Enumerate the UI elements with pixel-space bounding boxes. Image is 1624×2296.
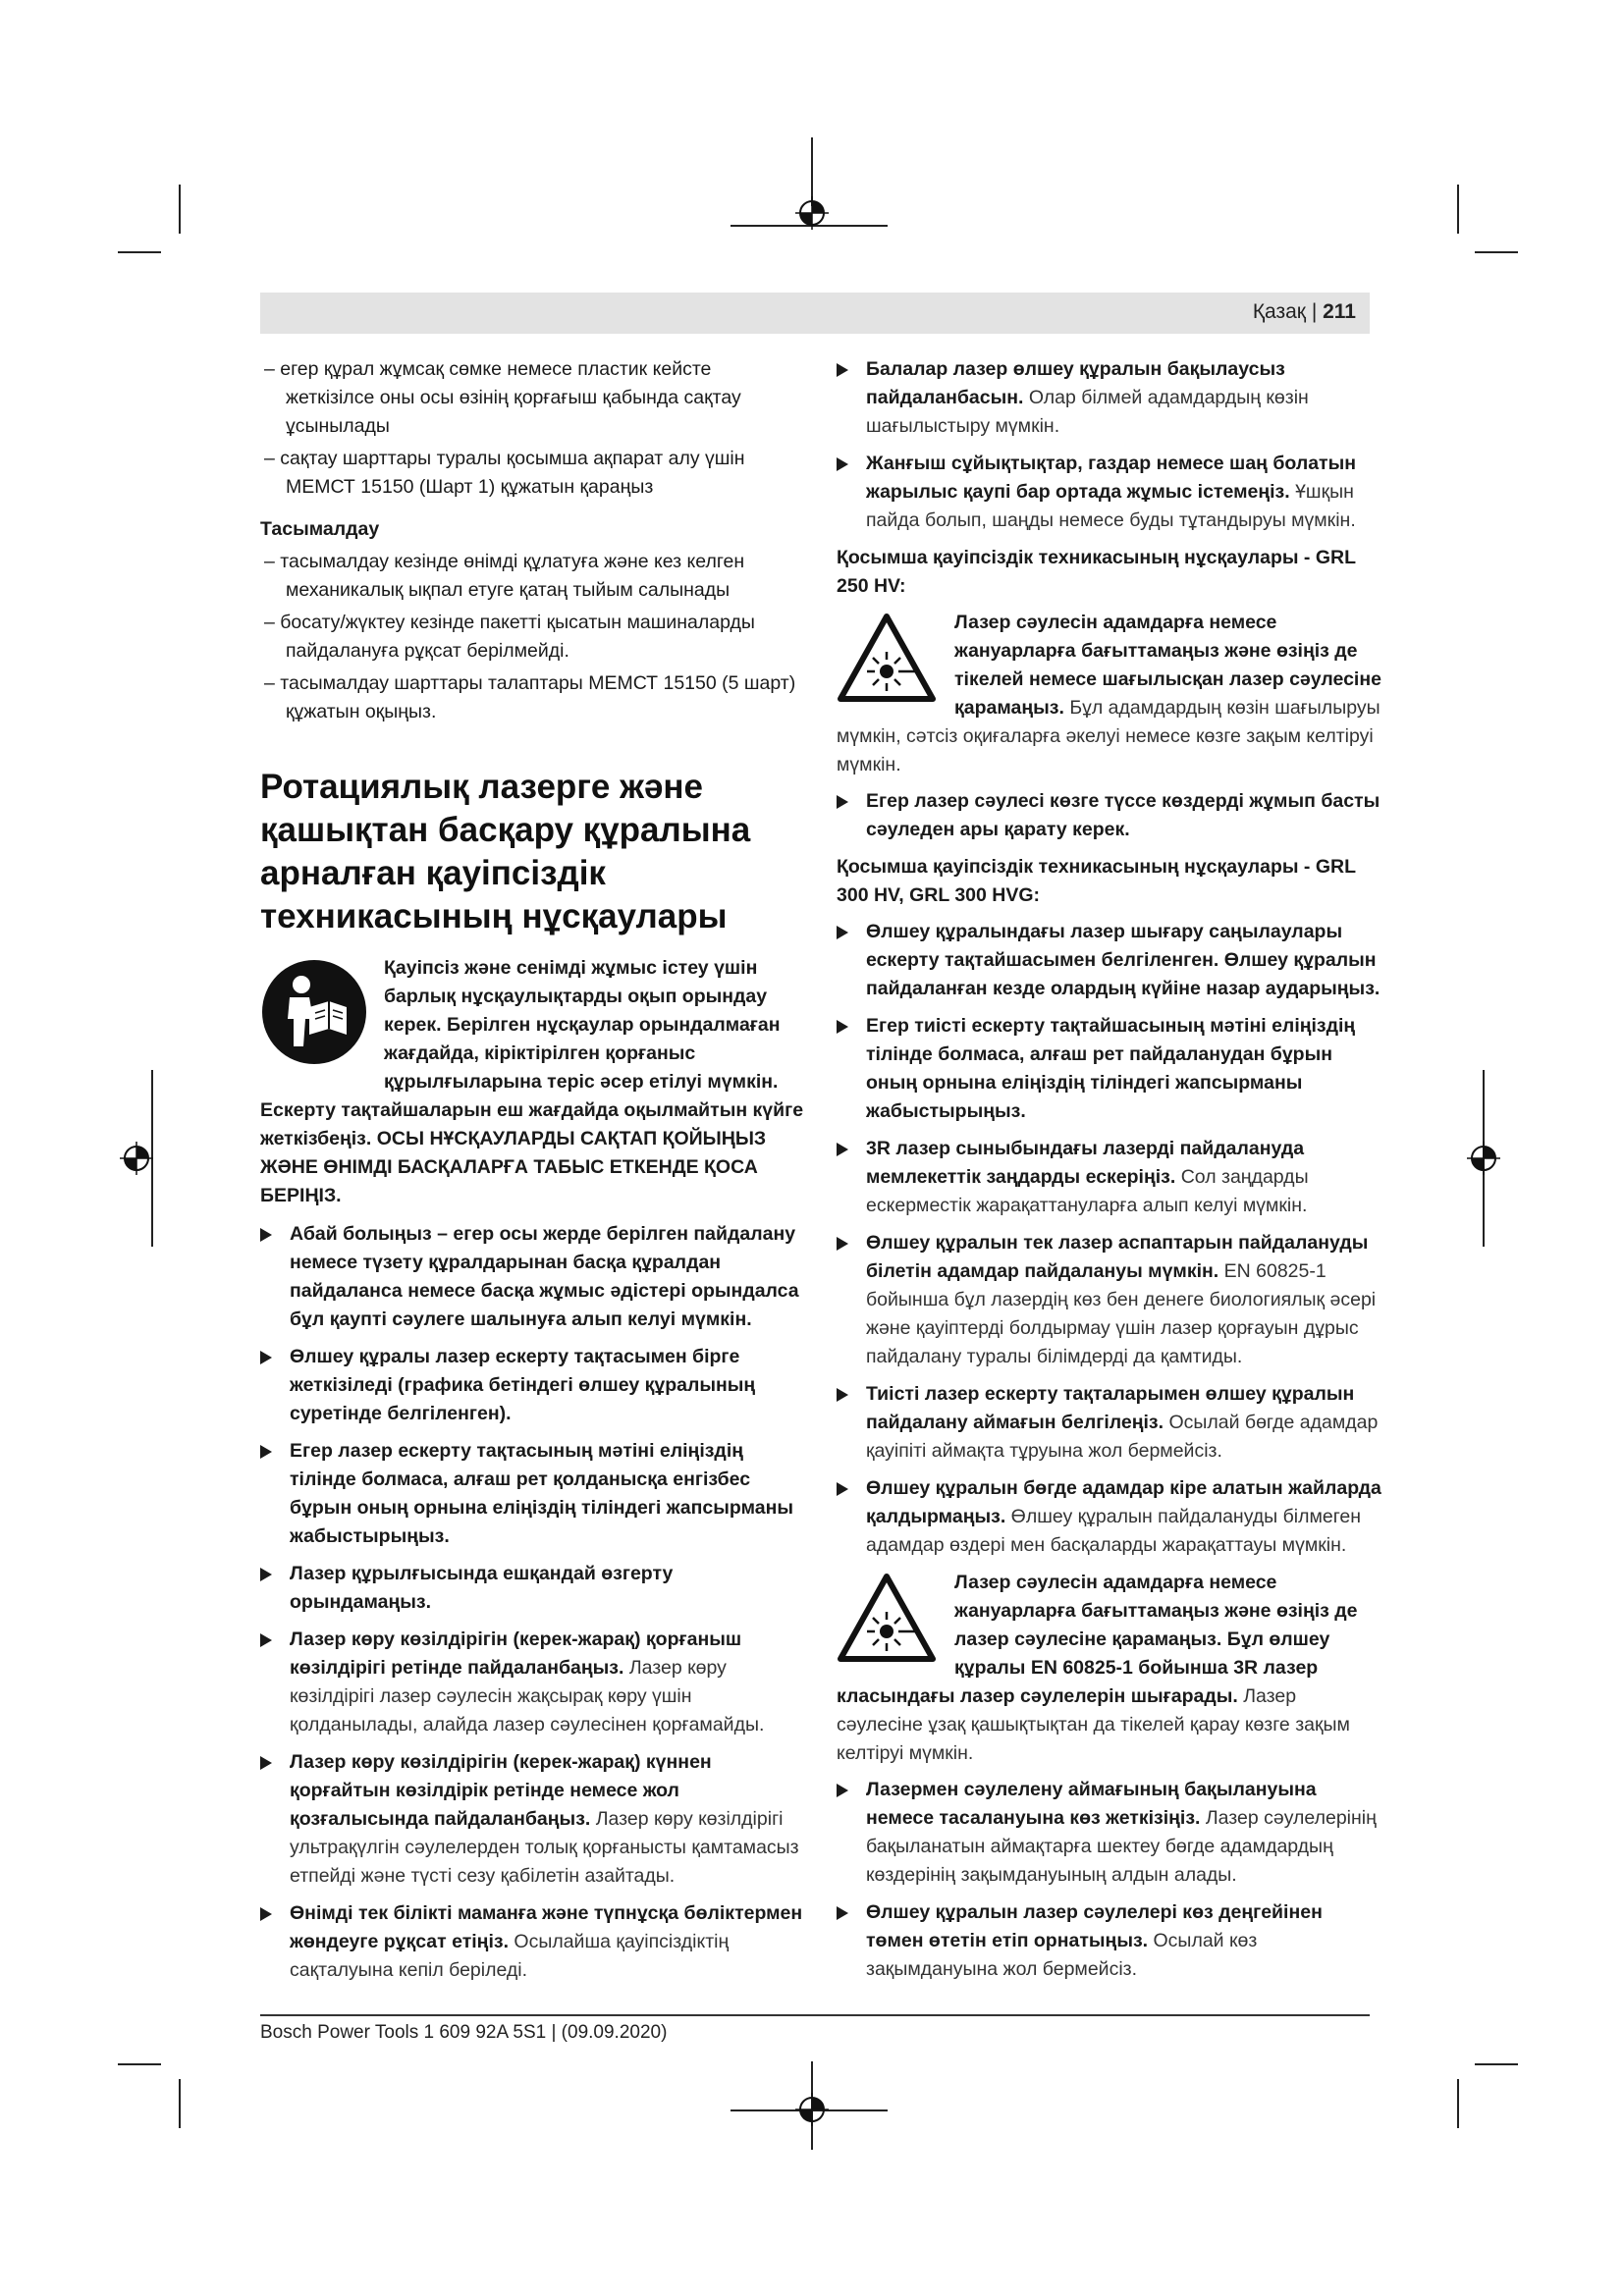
laser-warning-text: Лазер сәулесіне ұзақ қашықтықтан да тікелей қарау көзге зақым келтіруі мүмкін. [837, 1685, 1350, 1764]
laser-warning-block [837, 1569, 1381, 1768]
bullet-bold-text: Тиісті лазер ескерту тақталарымен өлшеу құралын пайдалану аймағын белгілеңіз. [866, 1383, 1355, 1433]
intro-block [260, 954, 805, 1210]
crop-mark [179, 185, 181, 234]
bullet-bold-text: Өлшеу құралындағы лазер шығару саңылаулары ескерту тақтайшасымен белгіленген. Өлшеу құралын пайдаланған кезде олардың күйіне назар аударыңыз. [866, 921, 1380, 999]
bullet-bold-text: Өлшеу құралын бөгде адамдар кіре алатын жайларда қалдырмаңыз. [866, 1477, 1381, 1527]
bullet-arrow-icon [837, 926, 848, 939]
safety-bullet [837, 918, 1381, 1003]
safety-bullet [837, 1776, 1381, 1890]
subheading-grl250: Қосымша қауіпсіздік техникасының нұсқаулары - GRL 250 HV: [837, 547, 1356, 597]
safety-bullet [837, 787, 1381, 844]
bullet-arrow-icon [260, 1228, 272, 1242]
bullet-text: Олар білмей адамдардың көзін шағылыстыру мүмкін. [866, 387, 1309, 437]
header-section: Қазақ [1252, 300, 1306, 323]
bullet-arrow-icon [837, 1237, 848, 1251]
bullet-bold-text: Өнімді тек білікті маманға және түпнұсқа бөліктермен жөндеуге рұқсат етіңіз. [290, 1902, 803, 1952]
bullet-text: EN 60825-1 бойынша бұл лазердің көз бен денеге биологиялық әсері және қауіптерді болдырмау үшін лазер қорғауын дұрыс пайдалану туралы білімдерді да қамтиды. [866, 1260, 1377, 1367]
crop-mark [1475, 251, 1518, 253]
crop-mark [118, 251, 161, 253]
registration-mark-icon [1467, 1142, 1500, 1175]
bullet-bold-text: Өлшеу құралын лазер сәулелері көз деңгейінен төмен өтетін етіп орнатыңыз. [866, 1901, 1323, 1951]
laser-warning-icon [837, 613, 937, 703]
safety-bullet [260, 1220, 805, 1334]
bullet-text: Ұшқын пайда болып, шаңды немесе буды тұтандыруы мүмкін. [866, 481, 1356, 531]
bullet-bold-text: Лазермен сәулелену аймағының бақылануына немесе тасалануына көз жеткізіңіз. [866, 1779, 1317, 1829]
safety-bullet [837, 1474, 1381, 1560]
bullet-bold-text: Егер лазер сәулесі көзге түссе көздерді жұмып басты сәуледен ары қарату керек. [866, 790, 1380, 840]
bullet-arrow-icon [837, 1906, 848, 1920]
safety-bullet [837, 1012, 1381, 1126]
header-label: Қазақ | 211 [1252, 300, 1356, 323]
safety-bullet [260, 1560, 805, 1617]
safety-bullet [260, 1626, 805, 1739]
bullet-arrow-icon [837, 795, 848, 809]
bullet-arrow-icon [260, 1633, 272, 1647]
bullet-arrow-icon [837, 1020, 848, 1034]
bullet-bold-text: Егер лазер ескерту тақтасының мәтіні еліңіздің тілінде болмаса, алғаш рет қолданысқа енгізбес бұрын оның орнына еліңіздің тіліндегі жапсырманы жабыстырыңыз. [290, 1440, 794, 1547]
bullet-text: Лазер көру көзілдірігі ультрақүлгін сәулелерден толық қорғанысты қамтамасыз етпейді және түсті сезу қабілетін азайтады. [290, 1808, 799, 1887]
storage-item: – егер құрал жұмсақ сөмке немесе пластик кейсте жеткізілсе оны осы өзінің қорғағыш қабында сақтау ұсынылады [264, 358, 741, 437]
crop-mark [1457, 185, 1459, 234]
bullet-bold-text: 3R лазер сыныбындағы лазерді пайдалануда мемлекеттік заңдарды ескеріңіз. [866, 1138, 1305, 1188]
bullet-arrow-icon [837, 457, 848, 471]
read-manual-icon [260, 958, 368, 1066]
safety-bullet [260, 1748, 805, 1891]
registration-mark-icon [795, 2093, 829, 2126]
bullet-arrow-icon [837, 363, 848, 377]
bullet-arrow-icon [837, 1482, 848, 1496]
crop-mark [118, 2063, 161, 2065]
safety-bullet [837, 450, 1381, 535]
laser-warning-text: Бұл адамдардың көзін шағылыруы мүмкін, сәтсіз оқиғаларға әкелуі немесе көзге зақым келтіруі мүмкін. [837, 697, 1380, 775]
intro-text: Қауіпсіз және сенімді жұмыс істеу үшін барлық нұсқаулықтарды оқып орындау керек. Берілген нұсқаулар орындалмаған жағдайда, кіріктірілген қорғаныс құрылғыларына теріс әсер етілуі мүмкін. Ескерту тақтайшаларын еш жағдайда оқылмайтын күйге жеткізбеңіз. ОСЫ НҰСҚАУЛАРДЫ САҚТАП ҚОЙЫҢЫЗ ЖӘНЕ ӨНІМДІ БАСҚАЛАРҒА ТАБЫС ЕТКЕНДЕ ҚОСА БЕРІҢІЗ. [260, 957, 804, 1206]
safety-bullet [837, 1380, 1381, 1466]
safety-bullet [260, 1899, 805, 1985]
bullet-arrow-icon [260, 1351, 272, 1364]
bullet-arrow-icon [260, 1568, 272, 1581]
bullet-text: Осылайша қауіпсіздіктің сақталуына кепіл беріледі. [290, 1931, 730, 1981]
footer-text: Bosch Power Tools 1 609 92A 5S1 | (09.09.2020) [260, 2022, 668, 2043]
page-header [260, 293, 1370, 334]
laser-warning-block [837, 609, 1381, 779]
safety-bullet [260, 1343, 805, 1428]
crop-mark [1475, 2063, 1518, 2065]
transport-item: – босату/жүктеу кезінде пакетті қысатын машиналарды пайдалануға рұқсат берілмейді. [264, 612, 755, 662]
bullet-text: Өлшеу құралын пайдалануды білмеген адамдар өздері мен басқаларды жарақаттауы мүмкін. [866, 1506, 1362, 1556]
bullet-bold-text: Өлшеу құралы лазер ескерту тақтасымен бірге жеткізіледі (графика бетіндегі өлшеу құралының суретінде белгіленген). [290, 1346, 756, 1424]
bullet-arrow-icon [260, 1445, 272, 1459]
page-number: 211 [1323, 300, 1356, 323]
safety-bullet [837, 1898, 1381, 1984]
laser-warning-icon [837, 1573, 937, 1663]
laser-warning-bold: Лазер сәулесін адамдарға немесе жануарларға бағыттамаңыз және өзіңіз де тікелей немесе шағылысқан лазер сәулесіне қарамаңыз. [954, 612, 1381, 719]
subheading-grl300: Қосымша қауіпсіздік техникасының нұсқаулары - GRL 300 HV, GRL 300 HVG: [837, 856, 1356, 906]
transport-heading: Тасымалдау [260, 518, 380, 540]
bullet-text: Лазер сәулелерінің бақыланатын аймақтарға шектеу бөгде адамдардың көздерінің зақымдануының алдын алады. [866, 1807, 1377, 1886]
bullet-bold-text: Егер тиісті ескерту тақтайшасының мәтіні еліңіздің тілінде болмаса, алғаш рет пайдаланудан бұрын оның орнына еліңіздің тіліндегі жапсырманы жабыстырыңыз. [866, 1015, 1356, 1122]
registration-mark-icon [795, 196, 829, 230]
section-title: Ротациялық лазерге және қашықтан басқару құралына арналған қауіпсіздік техникасының нұсқаулары [260, 768, 751, 935]
bullet-bold-text: Лазер құрылғысында ешқандай өзгерту орындамаңыз. [290, 1563, 674, 1613]
bullet-bold-text: Лазер көру көзілдірігін (керек-жарақ) қорғаныш көзілдірігі ретінде пайдаланбаңыз. [290, 1629, 742, 1679]
registration-mark-icon [120, 1142, 153, 1175]
storage-item: – сақтау шарттары туралы қосымша ақпарат алу үшін МЕМСТ 15150 (Шарт 1) құжатын қараңыз [264, 448, 745, 498]
left-column [260, 355, 805, 1994]
bullet-bold-text: Жанғыш сұйықтықтар, газдар немесе шаң болатын жарылыс қаупі бар ортада жұмыс істемеңіз. [866, 453, 1357, 503]
laser-warning-bold: Лазер сәулесін адамдарға немесе жануарларға бағыттамаңыз және өзіңіз де лазер сәулесіне қарамаңыз. Бұл өлшеу құралы EN 60825-1 бойынша 3R лазер класындағы лазер сәулелерін шығарады. [837, 1572, 1358, 1707]
transport-item: – тасымалдау шарттары талаптары МЕМСТ 15150 (5 шарт) құжатын оқыңыз. [264, 672, 796, 722]
crop-mark [1457, 2079, 1459, 2128]
safety-bullet [837, 355, 1381, 441]
bullet-arrow-icon [260, 1756, 272, 1770]
safety-bullet [260, 1437, 805, 1551]
right-column [837, 355, 1381, 1993]
bullet-text: Сол заңдарды ескерместік жарақаттануларға алып келуі мүмкін. [866, 1166, 1309, 1216]
safety-bullet [837, 1135, 1381, 1220]
footer-rule [260, 2014, 1370, 2016]
bullet-bold-text: Лазер көру көзілдірігін (керек-жарақ) күннен қорғайтын көзілдірік ретінде немесе жол қозғалысында пайдаланбаңыз. [290, 1751, 712, 1830]
bullet-arrow-icon [260, 1907, 272, 1921]
bullet-bold-text: Балалар лазер өлшеу құралын бақылаусыз пайдаланбасын. [866, 358, 1285, 408]
bullet-arrow-icon [837, 1784, 848, 1797]
safety-bullet [837, 1229, 1381, 1371]
bullet-text: Осылай бөгде адамдар қауіпіті аймақта тұруына жол бермейсіз. [866, 1412, 1379, 1462]
bullet-text: Лазер көру көзілдірігі лазер сәулесін жақсырақ көру үшін қолданылады, алайда лазер сәулесінен қорғамайды. [290, 1657, 765, 1735]
transport-item: – тасымалдау кезінде өнімді құлатуға және кез келген механикалық ықпал етуге қатаң тыйым салынады [264, 551, 745, 601]
bullet-bold-text: Өлшеу құралын тек лазер аспаптарын пайдалануды білетін адамдар пайдалануы мүмкін. [866, 1232, 1369, 1282]
bullet-arrow-icon [837, 1143, 848, 1156]
bullet-text: Осылай көз зақымдануына жол бермейсіз. [866, 1930, 1258, 1980]
bullet-arrow-icon [837, 1388, 848, 1402]
bullet-bold-text: Абай болыңыз – егер осы жерде берілген пайдалану немесе түзету құралдарынан басқа құралдан пайдаланса немесе басқа жұмыс әдістері орындалса бұл қаупті сәулеге шалынуға алып келуі мүмкін. [290, 1223, 799, 1330]
crop-mark [179, 2079, 181, 2128]
